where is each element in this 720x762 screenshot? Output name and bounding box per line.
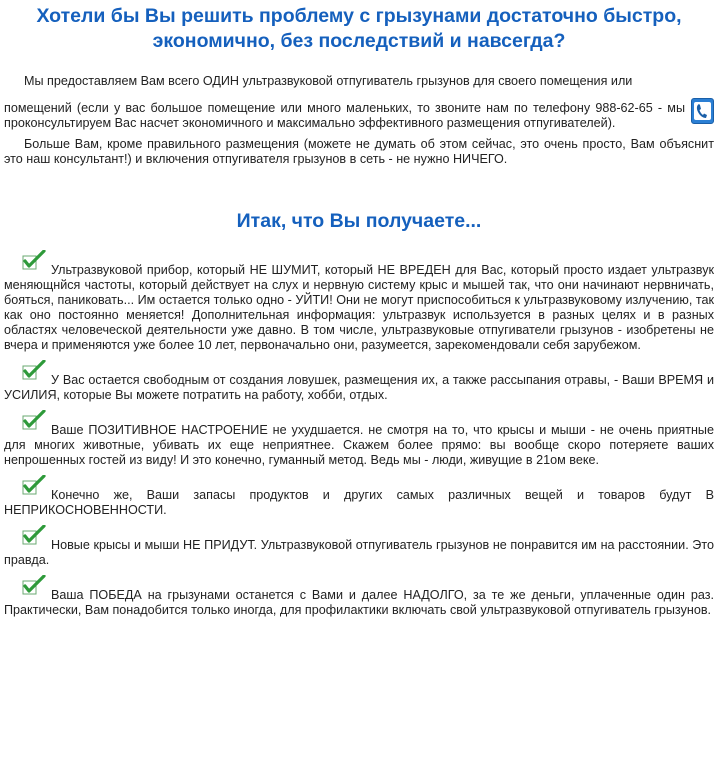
checkmark-icon bbox=[22, 366, 46, 386]
intro-text-start: Мы предоставляем Вам всего ОДИН ультразвуковой отпугиватель грызунов для своего помещения или bbox=[24, 74, 633, 88]
line-spacer bbox=[4, 89, 714, 101]
checkmark-icon bbox=[22, 581, 46, 601]
checkmark-icon bbox=[22, 481, 46, 501]
benefit-item bbox=[4, 366, 714, 403]
phone-handset-icon bbox=[694, 102, 711, 120]
intro-paragraph-1 bbox=[4, 74, 714, 131]
checkmark-icon bbox=[22, 531, 46, 551]
benefits-list bbox=[4, 256, 714, 618]
benefit-text: Конечно же, Ваши запасы продуктов и других самых различных вещей и товаров будут В НЕПРИКОСНОВЕННОСТИ. bbox=[4, 488, 714, 517]
phone-number[interactable]: 988-62-65 bbox=[595, 101, 653, 115]
benefit-item bbox=[4, 481, 714, 518]
benefit-item bbox=[4, 581, 714, 618]
intro-text-end: - мы проконсультируем Вас насчет экономичного и максимально эффективного размещения отпугивателей). bbox=[4, 101, 686, 130]
benefit-item bbox=[4, 416, 714, 468]
benefit-text: У Вас остается свободным от создания ловушек, размещения их, а также рассыпания отравы, - Ваши ВРЕМЯ и УСИЛИЯ, которые Вы можете потратить на работу, хобби, отдых. bbox=[4, 373, 714, 402]
benefit-text: Новые крысы и мыши НЕ ПРИДУТ. Ультразвуковой отпугиватель грызунов не понравится им на расстоянии. Это правда. bbox=[4, 538, 714, 567]
intro-text-middle: помещений (если у вас большое помещение или много маленьких, то звоните нам по телефону bbox=[4, 101, 591, 115]
benefit-item bbox=[4, 531, 714, 568]
checkmark-icon bbox=[22, 256, 46, 276]
page-content bbox=[0, 4, 720, 618]
benefit-text: Ультразвуковой прибор, который НЕ ШУМИТ, который НЕ ВРЕДЕН для Вас, который просто издает ультразвук меняющнйся частоты, который действует на слух и нервную систему крыс и мышей так, что они начинают нервничать, бояться, паниковать... Им остается только одно - УЙТИ! Они не могут приспособиться к ультразвуковому излучению, так как оно постоянно меняется! Дополнительная информация: ультразвук используется в разных целях и в разных областях человеческой деятельности уже давно. В том числе, ультразвуковые отпугиватели грызунов - изобретены не вчера и применяются уже более 10 лет, первоначально они, разумеется, зарекомендовали себя зарубежом. bbox=[4, 263, 714, 352]
phone-icon[interactable] bbox=[691, 98, 714, 124]
checkmark-icon bbox=[22, 416, 46, 436]
intro-paragraph-2: Больше Вам, кроме правильного размещения (можете не думать об этом сейчас, это очень просто, Вам объяснит это наш консультант!) и включения отпугивателя грызунов в сеть - не нужно НИЧЕГО. bbox=[4, 137, 714, 166]
benefit-text: Ваше ПОЗИТИВНОЕ НАСТРОЕНИЕ не ухудшается. не смотря на то, что крысы и мыши - не очень приятные для многих животные, убивать их еще неприятнее. Скажем более прямо: вы вообще скоро потеряете ваших непрошенных гостей из виду! И это конечно, гуманный метод. Ведь мы - люди, живущие в 21ом веке. bbox=[4, 423, 714, 467]
subheading: Итак, что Вы получаете... bbox=[236, 210, 482, 232]
page-heading: Хотели бы Вы решить проблему с грызунами достаточно быстро, экономично, без последствий и навсегда? bbox=[36, 5, 682, 52]
benefit-item bbox=[4, 256, 714, 353]
benefit-text: Ваша ПОБЕДА на грызунами останется с Вами и далее НАДОЛГО, за те же деньги, уплаченные один раз. Практически, Вам понадобится только иногда, для профилактики включать свой ультразвуковой отпугиватель грызунов. bbox=[4, 588, 714, 617]
